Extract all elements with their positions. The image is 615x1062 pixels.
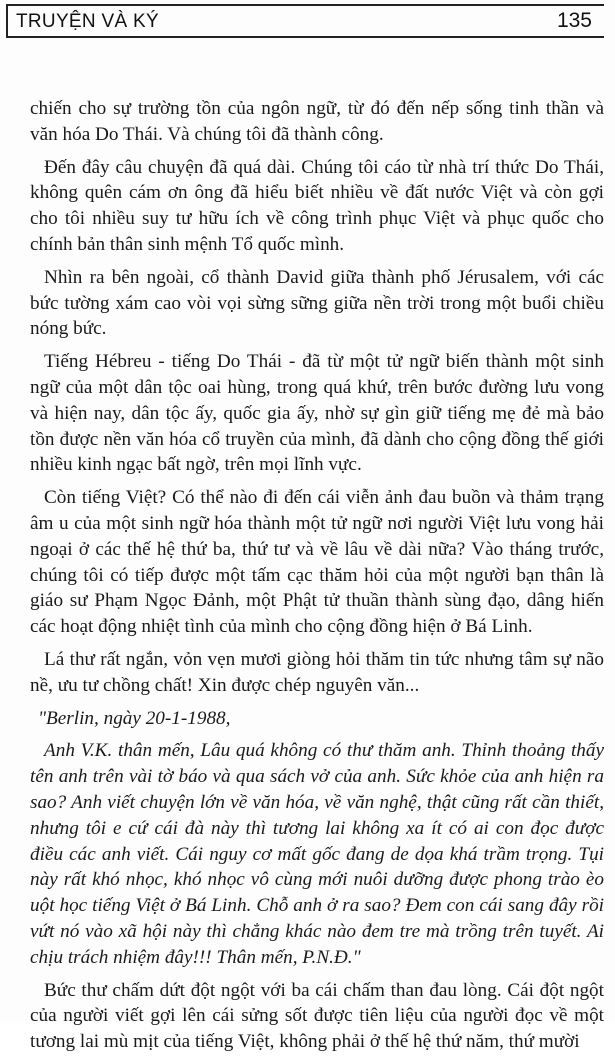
running-header [6, 4, 604, 38]
paragraph: chiến cho sự trường tồn của ngôn ngữ, từ đó đến nếp sống tinh thần và văn hóa Do Thái. Và chúng tôi đã thành công. [30, 98, 604, 145]
letter-body: Anh V.K. thân mến, Lâu quá không có thư thăm anh. Thỉnh thoảng thấy tên anh trên vài tờ báo và qua sách vở của anh. Sức khỏe của anh hiện ra sao? Anh viết chuyện lớn về văn hóa, về văn nghệ, thật cũng rất cần thiết, nhưng tôi e cứ cái đà này thì tương lai không xa ít có ai con đọc được điều các anh viết. Cái nguy cơ mất gốc đang de dọa khá trầm trọng. Tụi này rất khó nhọc, khó nhọc vô cùng mới nuôi dưỡng được phong trào èo uột học tiếng Việt ở Bá Linh. Chỗ anh ở ra sao? Đem con cái sang đây rồi vứt nó vào xã hội này thì chẳng khác nào đem tre mà trồng trên tuyết. Ai chịu trách nhiệm đây!!! Thân mến, P.N.Đ." [30, 740, 604, 968]
letter-dateline: "Berlin, ngày 20-1-1988, [38, 707, 231, 729]
body-text [30, 96, 604, 1062]
page-number: 135 [556, 9, 592, 32]
paragraph: Nhìn ra bên ngoài, cổ thành David giữa thành phố Jérusalem, với các bức tường xám cao vòi vọi sừng sững giữa nền trời trong một buổi chiều nóng bức. [30, 266, 604, 340]
paragraph: Bức thư chấm dứt đột ngột với ba cái chấm than đau lòng. Cái đột ngột của người viết gợi lên cái sửng sốt được tiên liệu của người đọc về một tương lai mù mịt của tiếng Việt, không phải ở thế hệ thứ năm, thứ mười [30, 979, 604, 1053]
paragraph: Tiếng Hébreu - tiếng Do Thái - đã từ một tử ngữ biến thành một sinh ngữ của một dân tộc oai hùng, trong quá khứ, trên bước đường lưu vong và hiện nay, dân tộc ấy, quốc gia ấy, nhờ sự gìn giữ tiếng mẹ đẻ mà bảo tồn được nền văn hóa cổ truyền của mình, đã dành cho cộng đồng thế giới nhiều kinh ngạc bất ngờ, trên mọi lĩnh vực. [30, 351, 604, 476]
paragraph: Đến đây câu chuyện đã quá dài. Chúng tôi cáo từ nhà trí thức Do Thái, không quên cám ơn ông đã hiểu biết nhiều về đất nước Việt và còn gợi cho tôi nhiều suy tư hữu ích về công trình phục Việt và phục quốc cho chính bản thân sinh mệnh Tổ quốc mình. [30, 156, 604, 255]
paragraph: Lá thư rất ngắn, vỏn vẹn mươi giòng hỏi thăm tin tức nhưng tâm sự não nề, ưu tư chồng chất! Xin được chép nguyên văn... [30, 648, 604, 696]
paragraph: Còn tiếng Việt? Có thể nào đi đến cái viễn ảnh đau buồn và thảm trạng âm u của một sinh ngữ hóa thành một tử ngữ nơi người Việt lưu vong hải ngoại ở các thế hệ thứ ba, thứ tư và về lâu về dài nữa? Vào tháng trước, chúng tôi có tiếp được một tấm cạc thăm hỏi của một người bạn thân là giáo sư Phạm Ngọc Đảnh, một Phật tử thuần thành sùng đạo, dâng hiến các hoạt động nhiệt tình của mình cho cộng đồng hiện ở Bá Linh. [30, 487, 604, 638]
chapter-title: TRUYỆN VÀ KÝ [16, 11, 159, 32]
